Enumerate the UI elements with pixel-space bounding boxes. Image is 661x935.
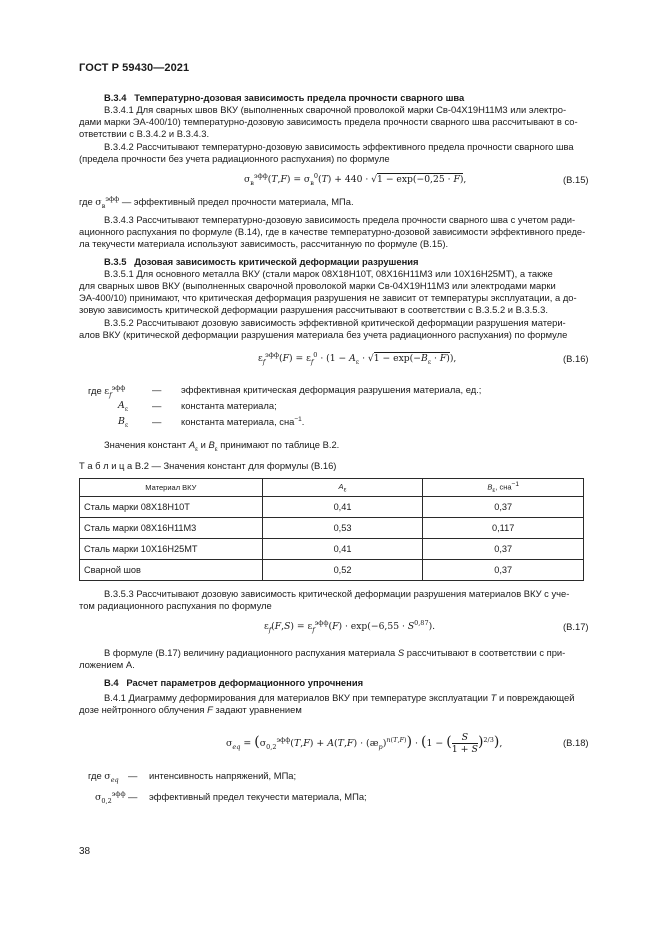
b341-line-2: дами марки ЭА-400/10) температурно-дозовую зависимость предела прочности сварного шва рассчитывают в со- xyxy=(79,116,578,127)
b342-line-1: В.3.4.2 Рассчитывают температурно-дозовую зависимость эффективного предела прочности сварного шва xyxy=(104,141,574,152)
col-header-material: Материал ВКУ xyxy=(80,479,263,497)
col-header-b: $B_\varepsilon$, сна$^{-1}$ xyxy=(423,479,584,497)
consts-note: Значения констант $A_\varepsilon$ и $B_\varepsilon$ принимают по таблице В.2. xyxy=(104,439,340,453)
b343-line-2: ационного распухания по формуле (В.14), где в качестве температурно-дозовой зависимости эффективного преде- xyxy=(79,226,586,237)
b16-def-1-text: эффективная критическая деформация разрушения материала, ед.; xyxy=(181,384,482,395)
table-row: Сталь марки 08Х16Н11М3 0,53 0,117 xyxy=(80,518,584,539)
b341-line-3: ответствии с В.3.4.2 и В.3.4.3. xyxy=(79,128,210,139)
table-header-row xyxy=(80,479,584,497)
b351-line-1: В.3.5.1 Для основного металла ВКУ (стали марок 08Х18Н10Т, 08Х16Н11М3 или 10Х16Н25МТ), а также xyxy=(104,268,553,279)
b351-line-2: для сварных швов ВКУ (выполненных сварочной проволокой марки Св-04Х19Н11М3 или электродами марки xyxy=(79,280,556,291)
formula-b17: $\varepsilon_f(F,S) = \varepsilon_f^{эфф}(F) \cdot \exp(-6,55 \cdot S^{0,87})$. xyxy=(264,619,436,634)
b352-line-1: В.3.5.2 Рассчитывают дозовую зависимость эффективной критической деформации разрушения матери- xyxy=(104,317,566,328)
b343-line-3: ла текучести материала используют зависимость, рассчитанную по формуле (В.15). xyxy=(79,238,449,249)
eq-b16-number: (В.16) xyxy=(563,353,589,364)
section-b35-title: В.3.5 Дозовая зависимость критической деформации разрушения xyxy=(104,256,419,267)
b341-line-1: В.3.4.1 Для сварных швов ВКУ (выполненных сварочной проволокой марки Св-04Х19Н11М3 или электро- xyxy=(104,104,567,115)
formula-b18: $\sigma_{eq} = (\sigma_{0,2}^{эфф}(T,F) + A(T,F)$ · $(æ_p)^{n(T,F)}) \cdot (1$ − ( $\frac{S}{1 + S}$ )$^{2/3}$), xyxy=(226,732,503,755)
table-row: Сварной шов 0,52 0,37 xyxy=(80,560,584,581)
b353-line-1: В.3.5.3 Рассчитывают дозовую зависимость критической деформации разрушения материалов ВКУ с уче- xyxy=(104,588,570,599)
b16-def-3-text: константа материала, сна$^{-1}$. xyxy=(181,416,305,428)
table-b2 xyxy=(79,478,584,581)
b18-def-1-symbol: где $\sigma_{eq}$ xyxy=(88,770,119,784)
section-b4-title: В.4 Расчет параметров деформационного упрочнения xyxy=(104,677,364,688)
col-header-a: $A_\varepsilon$ xyxy=(262,479,423,497)
b16-def-1: где $\varepsilon_f^{эфф}$ xyxy=(88,384,126,399)
b352-line-2: алов ВКУ (критической деформации разрушения материала без учета радиационного распухания) по формуле xyxy=(79,329,568,340)
eq-b18-number: (В.18) xyxy=(563,737,589,748)
b16-def-3-symbol: $B_\varepsilon$ xyxy=(118,416,129,429)
b18-def-2-symbol: $\sigma_{0,2}^{эфф}$ xyxy=(95,790,126,805)
table-row: Сталь марки 08Х18Н10Т 0,41 0,37 xyxy=(80,497,584,518)
b18-def-1-text: интенсивность напряжений, МПа; xyxy=(149,770,297,781)
b351-line-3: ЭА-400/10) принимают, что критическая деформация разрушения не зависит от температуры эксплуатации, а до- xyxy=(79,292,577,303)
page-number: 38 xyxy=(79,846,91,857)
b41-line-1: В.4.1 Диаграмму деформирования для материалов ВКУ при температуре эксплуатации T и повреждающей xyxy=(104,692,575,703)
b16-def-2-text: константа материала; xyxy=(181,400,277,411)
formula-b15: $\sigma_в^{эфф}(T,F) = \sigma_в^0(T) + 440 \cdot √1 - \exp(-0,25 \cdot F)$, xyxy=(244,172,467,187)
b18-def-2-text: эффективный предел текучести материала, МПа; xyxy=(149,791,367,802)
formula-b16: $\varepsilon_f^{эфф}(F) = \varepsilon_f^0 \cdot (1 - A_\varepsilon \cdot √1 - \exp(-B_\varepsilon \cdot F))$, xyxy=(258,351,457,366)
b342-line-2: (предела прочности без учета радиационного распухания) по формуле xyxy=(79,153,390,164)
b353-line-2: том радиационного распухания по формуле xyxy=(79,600,272,611)
b15-definition: где $\sigma_в^{эфф}$ — эффективный предел прочности материала, МПа. xyxy=(79,195,354,210)
eq-b17-number: (В.17) xyxy=(563,621,589,632)
table-b2-caption: Т а б л и ц а В.2 — Значения констант для формулы (В.16) xyxy=(79,460,337,471)
b351-line-4: зовую зависимость критической деформации разрушения рассчитывают в соответствии с В.3.5.2 и В.3.5.3. xyxy=(79,304,548,315)
document-page: ГОСТ Р 59430—2021 В.3.4 Температурно-дозовая зависимость предела прочности сварного шва В.3.4.1 Для сварных швов ВКУ (выполненных сварочной проволокой марки Св-04Х19Н11М3 или электро- дами марки ЭА-400/10) температурно-дозовую зависимость предела прочности сварного шва рассчитывают в со- ответствии с В.3.4.2 и В.3.4.3. В.3.4.2 Рассчитывают температурно-дозовую зависимость эффективного предела прочности сварного шва (предела прочности без учета радиационного распухания) по формуле $\sigma_в^{эфф}(T,F) = \sigma_в^0(T) + 440 \cdot √1 - \exp(-0,25 \cdot F)$, (В.15) где $\sigma_в^{эфф}$ — эффективный предел прочности материала, МПа. В.3.4.3 Рассчитывают температурно-дозовую зависимость предела прочности сварного шва с учетом ради- ационного распухания по формуле (В.14), где в качестве температурно-дозовой зависимости эффективного преде- ла текучести материала используют зависимость, рассчитанную по формуле (В.15). В.3.5 Дозовая зависимость критической деформации разрушения В.3.5.1 Для основного металла ВКУ (стали марок 08Х18Н10Т, 08Х16Н11М3 или 10Х16Н25МТ), а также для сварных швов ВКУ (выполненных сварочной проволокой марки Св-04Х19Н11М3 или электродами марки ЭА-400/10) принимают, что критическая деформация разрушения не зависит от температуры эксплуатации, а до- зовую зависимость критической деформации разрушения рассчитывают в соответствии с В.3.5.2 и В.3.5.3. В.3.5.2 Рассчитывают дозовую зависимость эффективной критической деформации разрушения матери- алов ВКУ (критической деформации разрушения материала без учета радиационного распухания) по формуле $\varepsilon_f^{эфф}(F) = \varepsilon_f^0 \cdot (1 - A_\varepsilon \cdot √1 - \exp(-B_\varepsilon \cdot F))$, (В.16) где $\varepsilon_f^{эфф}$ — эффективная критическая деформация разрушения материала, ед.; $A_\varepsilon$ — константа материала; $B_\varepsilon$ — константа материала, сна$^{-1}$. Значения констант $A_\varepsilon$ и $B_\varepsilon$ принимают по таблице В.2. Т а б л и ц а В.2 — Значения констант для формулы (В.16) Материал ВКУ $A_\varepsilon$ $B_\varepsilon$, сна$^{-1}$ Сталь марки 08Х18Н10Т 0,41 0,37 Сталь марки 08Х16Н11М3 0,53 0,117 Сталь марки 10Х16Н25МТ 0,41 0,37 Сварной шов 0,52 0,37 В.3.5.3 Рассчитывают дозовую зависимость критической деформации разрушения материалов ВКУ с уче- том радиационного распухания по формуле $\varepsilon_f(F,S) = \varepsilon_f^{эфф}(F) \cdot \exp(-6,55 \cdot S^{0,87})$. (В.17) В формуле (В.17) величину радиационного распухания материала S рассчитывают в соответствии с при- ложением А. В.4 Расчет параметров деформационного упрочнения В.4.1 Диаграмму деформирования для материалов ВКУ при температуре эксплуатации T и повреждающей дозе нейтронного облучения F задают уравнением $\sigma_{eq} = (\sigma_{0,2}^{эфф}(T,F) + A(T,F)$ · $(æ_p)^{n(T,F)}) \cdot (1$ − ( $\frac{S}{1 + S}$ )$^{2/3}$), (В.18) где $\sigma_{eq}$ — интенсивность напряжений, МПа; $\sigma_{0,2}^{эфф}$ — эффективный предел текучести материала, МПа; 38 xyxy=(79,62,589,857)
standard-header: ГОСТ Р 59430—2021 xyxy=(79,62,190,74)
table-row: Сталь марки 10Х16Н25МТ 0,41 0,37 xyxy=(80,539,584,560)
b343-line-1: В.3.4.3 Рассчитывают температурно-дозовую зависимость предела прочности сварного шва с учетом ради- xyxy=(104,214,576,225)
b17-note-line-1: В формуле (В.17) величину радиационного распухания материала S рассчитывают в соответствии с при- xyxy=(104,647,566,658)
eq-b15-number: (В.15) xyxy=(563,174,589,185)
section-b34-title: В.3.4 Температурно-дозовая зависимость предела прочности сварного шва xyxy=(104,92,465,103)
b41-line-2: дозе нейтронного облучения F задают уравнением xyxy=(79,704,302,715)
b17-note-line-2: ложением А. xyxy=(79,659,135,670)
b16-def-2-symbol: $A_\varepsilon$ xyxy=(118,400,129,413)
